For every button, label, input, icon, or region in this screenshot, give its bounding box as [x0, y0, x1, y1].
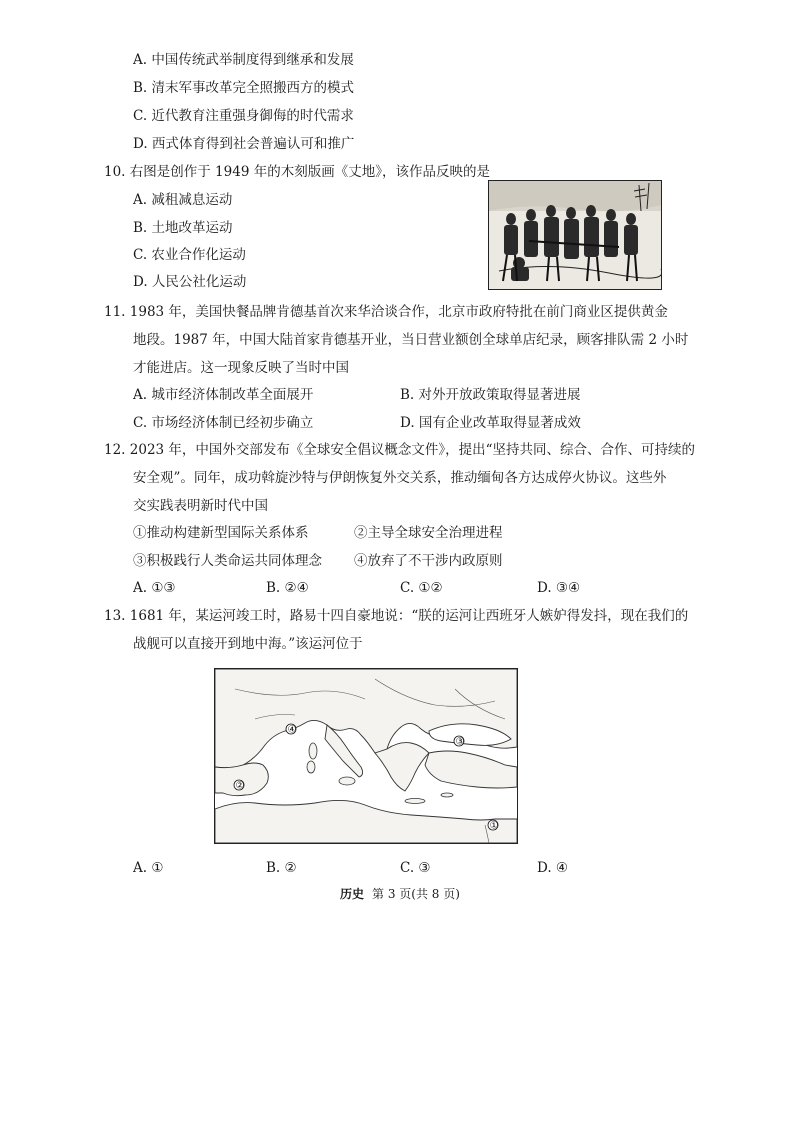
woodcut-illustration [489, 181, 661, 289]
q11-option-b: B. 对外开放政策取得显著进展 [400, 387, 581, 403]
footer-page-info: 第 3 页(共 8 页) [372, 887, 460, 901]
q13-stem-line-2: 战舰可以直接开到地中海。”该运河位于 [133, 636, 363, 652]
q10-option-d: D. 人民公社化运动 [133, 274, 247, 290]
map-marker-4: ④ [287, 724, 297, 736]
q11-option-c: C. 市场经济体制已经初步确立 [133, 415, 314, 431]
q11-option-a: A. 城市经济体制改革全面展开 [133, 387, 314, 403]
q12-stem-line-2: 安全观”。同年，成功斡旋沙特与伊朗恢复外交关系，推动缅甸各方达成停火协议。这些外 [133, 470, 667, 486]
q12-item-2: ②主导全球安全治理进程 [354, 525, 503, 541]
map-marker-1: ① [489, 820, 499, 832]
q11-stem-line-2: 地段。1987 年，中国大陆首家肯德基开业，当日营业额创全球单店纪录，顾客排队需 2 小时 [133, 332, 689, 348]
q10-option-b: B. 土地改革运动 [133, 220, 233, 236]
q12-stem-line-3: 交实践表明新时代中国 [133, 498, 268, 514]
footer-subject: 历史 [340, 887, 365, 901]
q13-option-d: D. ④ [537, 860, 569, 876]
q10-option-c: C. 农业合作化运动 [133, 247, 246, 263]
q13-option-a: A. ① [133, 860, 164, 876]
q13-option-c: C. ③ [400, 860, 431, 876]
q9-option-a: A. 中国传统武举制度得到继承和发展 [133, 52, 354, 68]
q11-stem-line-3: 才能进店。这一现象反映了当时中国 [133, 360, 349, 376]
map-marker-3: ③ [455, 736, 465, 748]
q12-option-d: D. ③④ [537, 580, 581, 596]
q12-item-4: ④放弃了不干涉内政原则 [354, 553, 503, 569]
q11-stem-line-1: 11. 1983 年，美国快餐品牌肯德基首次来华洽谈合作，北京市政府特批在前门商业区提供黄金 [104, 304, 668, 320]
q12-option-a: A. ①③ [133, 580, 176, 596]
woodcut-print-image [488, 180, 662, 290]
q10-option-a: A. 减租减息运动 [133, 192, 233, 208]
q12-item-3: ③积极践行人类命运共同体理念 [133, 553, 322, 569]
q13-stem-line-1: 13. 1681 年，某运河竣工时，路易十四自豪地说：“朕的运河让西班牙人嫉妒得发抖，现在我们的 [104, 608, 689, 624]
mediterranean-map [214, 668, 518, 844]
q12-option-b: B. ②④ [266, 580, 309, 596]
q9-option-c: C. 近代教育注重强身御侮的时代需求 [133, 108, 354, 124]
page-footer [0, 886, 800, 902]
map-marker-2: ② [235, 780, 245, 792]
q9-option-d: D. 西式体育得到社会普遍认可和推广 [133, 136, 355, 152]
q11-option-d: D. 国有企业改革取得显著成效 [400, 415, 581, 431]
q13-option-b: B. ② [266, 860, 297, 876]
q9-option-b: B. 清末军事改革完全照搬西方的模式 [133, 80, 355, 96]
q12-item-1: ①推动构建新型国际关系体系 [133, 525, 309, 541]
map-illustration [215, 669, 517, 843]
q10-stem: 10. 右图是创作于 1949 年的木刻版画《丈地》，该作品反映的是 [104, 164, 490, 180]
q12-stem-line-1: 12. 2023 年，中国外交部发布《全球安全倡议概念文件》，提出“坚持共同、综合、合作、可持续的 [104, 442, 696, 458]
q12-option-c: C. ①② [400, 580, 443, 596]
